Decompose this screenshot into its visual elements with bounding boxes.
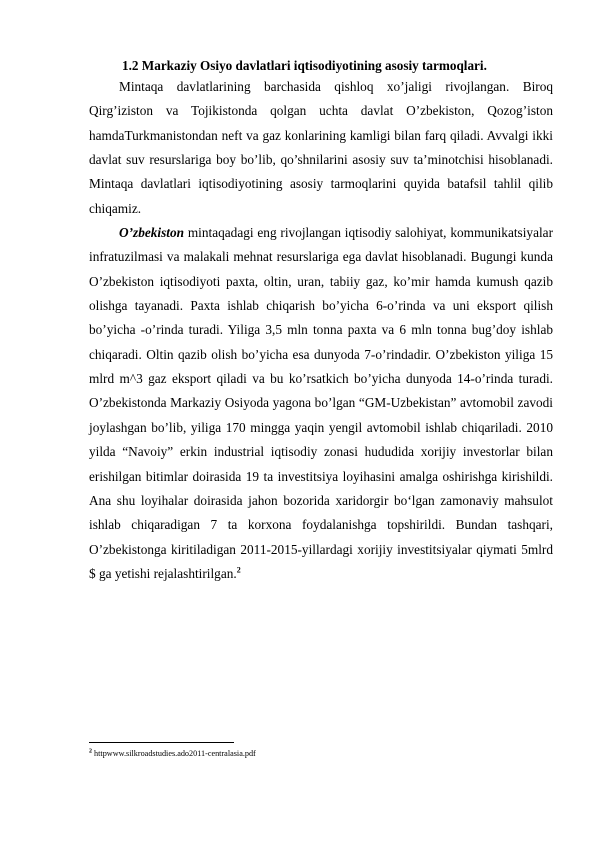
footnote-marker: 2	[89, 748, 92, 755]
body-text	[89, 75, 553, 586]
footnote	[89, 748, 489, 759]
intro-paragraph: Mintaqa davlatlarining barchasida qishloq xo’jaligi rivojlangan. Biroq Qirg’iziston va Tojikistonda qolgan uchta davlat O’zbekiston, Qozog’iston hamdaTurkmanistondan neft va gaz konlarining kamligi bilan farq qiladi. Avvalgi ikki davlat suv resurslariga boy bo’lib, qo’shnilarini asosiy suv ta’minotchisi hisoblanadi. Mintaqa davlatlari iqtisodiyotining asosiy tarmoqlarini quyida batafsil tahlil qilib chiqamiz.	[89, 79, 553, 216]
footnote-divider	[89, 742, 234, 743]
footnote-link[interactable]: httpwww.silkroadstudies.ado2011-centralasia.pdf	[92, 749, 256, 758]
uzbekistan-paragraph	[89, 221, 553, 586]
uzbekistan-lead: O’zbekiston	[119, 225, 185, 241]
uzbekistan-text: mintaqadagi eng rivojlangan iqtisodiy salohiyat, kommunikatsiyalar infratuzilmasi va malakali mehnat resurslariga ega davlat hisoblanadi. Bugungi kunda O’zbekiston iqtisodiyoti paxta, oltin, uran, tabiiy gaz, ko’mir hamda kumush qazib olishga tayanadi. Paxta ishlab chiqarish bo’yicha 6-o’rinda va uni eksport qilish bo’yicha -o’rinda turadi. Yiliga 3,5 mln tonna paxta va 6 mln tonna bug’doy ishlab chiqaradi. Oltin qazib olish bo’yicha esa dunyoda 7-o’rindadir. O’zbekiston yiliga 15 mlrd m^3 gaz eksport qiladi va bu ko’rsatkich bo’yicha dunyoda 14-o’rinda turadi. O’zbekistonda Markaziy Osiyoda yagona bo’lgan “GM-Uzbekistan” avtomobil zavodi joylashgan bo’lib, yiliga 170 mingga yaqin yengil avtomobil ishlab chiqariladi. 2010 yilda “Navoiy” erkin industrial iqtisodiy zonasi hududida xorijiy investorlar bilan erishilgan bitimlar doirasida 19 ta investitsiya loyihasini amalga oshirishga kirishildi. Ana shu loyihalar doirasida jahon bozorida xaridorgir bo‘lgan zamonaviy mahsulot ishlab chiqaradigan 7 ta korxona foydalanishga topshirildi. Bundan tashqari, O’zbekistonga kiritiladigan 2011-2015-yillardagi xorijiy investitsiyalar qiymati 5mlrd $ ga yetishi rejalashtirilgan.	[89, 225, 553, 581]
section-heading: 1.2 Markaziy Osiyo davlatlari iqtisodiyotining asosiy tarmoqlari.	[122, 58, 487, 73]
footnote-reference[interactable]: 2	[236, 565, 241, 575]
